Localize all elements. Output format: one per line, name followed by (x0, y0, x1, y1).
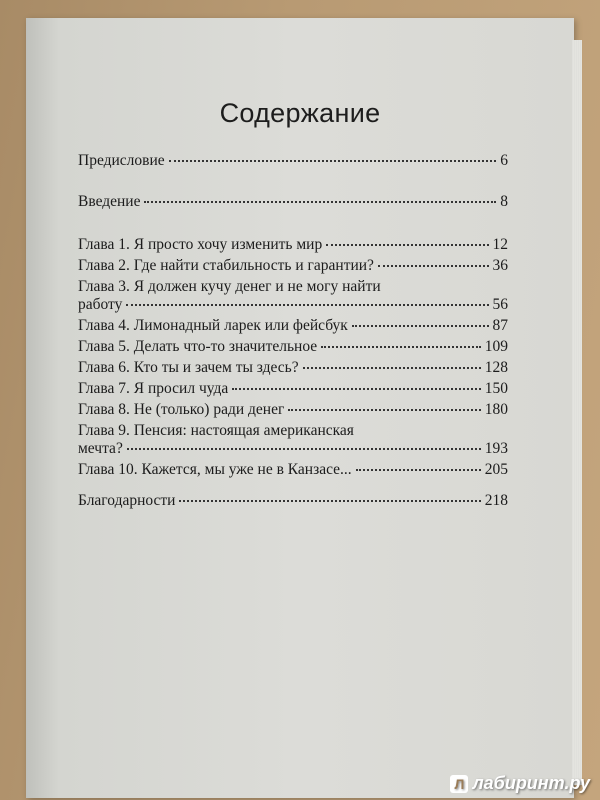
toc-entry (78, 236, 508, 254)
leader-dots (144, 201, 496, 203)
leader-dots (356, 469, 481, 471)
toc-label: Глава 10. Кажется, мы уже не в Канзасе... (78, 461, 352, 478)
leader-dots (352, 325, 489, 327)
toc-page: 128 (484, 359, 508, 376)
toc-label: Глава 6. Кто ты и зачем ты здесь? (78, 359, 299, 376)
toc-entry (78, 338, 508, 356)
leader-dots (127, 448, 481, 450)
leader-dots (232, 388, 480, 390)
page-title: Содержание (219, 98, 381, 128)
toc-entry-line1 (78, 278, 508, 296)
toc-entry (78, 461, 508, 479)
toc-page: 109 (484, 338, 508, 355)
toc-page: 12 (492, 236, 508, 253)
toc-page: 6 (500, 152, 508, 169)
toc-entry (78, 359, 508, 377)
leader-dots (378, 265, 489, 267)
leader-dots (321, 346, 481, 348)
toc-label: Глава 1. Я просто хочу изменить мир (78, 236, 323, 253)
toc-entry (78, 492, 508, 510)
toc-label: Глава 3. Я должен кучу денег и не могу найти (78, 278, 381, 295)
watermark-logo (450, 773, 590, 794)
toc-label: Глава 2. Где найти стабильность и гарантии? (78, 257, 374, 274)
toc-entry (78, 296, 508, 314)
toc-label: Глава 5. Делать что-то значительное (78, 338, 318, 355)
toc-entry (78, 380, 508, 398)
toc-label: Предисловие (78, 152, 165, 169)
toc-page: 180 (484, 401, 508, 418)
toc-label: Благодарности (78, 492, 176, 509)
leader-dots (126, 304, 488, 306)
toc-label: Глава 9. Пенсия: настоящая американская (78, 422, 354, 439)
toc-page: 87 (492, 317, 508, 334)
leader-dots (303, 367, 481, 369)
toc-entry (78, 193, 508, 211)
toc-label-cont: мечта? (78, 440, 123, 457)
toc-entry (78, 257, 508, 275)
toc-entry-line1 (78, 422, 508, 440)
watermark-text: лабиринт.ру (472, 773, 590, 793)
leader-dots (288, 409, 480, 411)
toc-label: Глава 8. Не (только) ради денег (78, 401, 285, 418)
toc-entry (78, 440, 508, 458)
toc-label-cont: работу (78, 296, 123, 313)
toc-label: Глава 4. Лимонадный ларек или фейсбук (78, 317, 348, 334)
leader-dots (326, 244, 488, 246)
leader-dots (179, 500, 480, 502)
toc-page: 205 (484, 461, 508, 478)
toc-page: 218 (484, 492, 508, 509)
labyrinth-icon: Л (450, 775, 468, 793)
toc-page: 36 (492, 257, 508, 274)
toc-entry (78, 317, 508, 335)
toc-page: 56 (492, 296, 508, 313)
leader-dots (169, 160, 497, 162)
toc-label: Введение (78, 193, 141, 210)
toc-page: 193 (484, 440, 508, 457)
toc-entry (78, 152, 508, 170)
page-edge (572, 40, 582, 785)
toc-label: Глава 7. Я просил чуда (78, 380, 229, 397)
toc-entry (78, 401, 508, 419)
toc-page: 150 (484, 380, 508, 397)
toc-page: 8 (500, 193, 508, 210)
